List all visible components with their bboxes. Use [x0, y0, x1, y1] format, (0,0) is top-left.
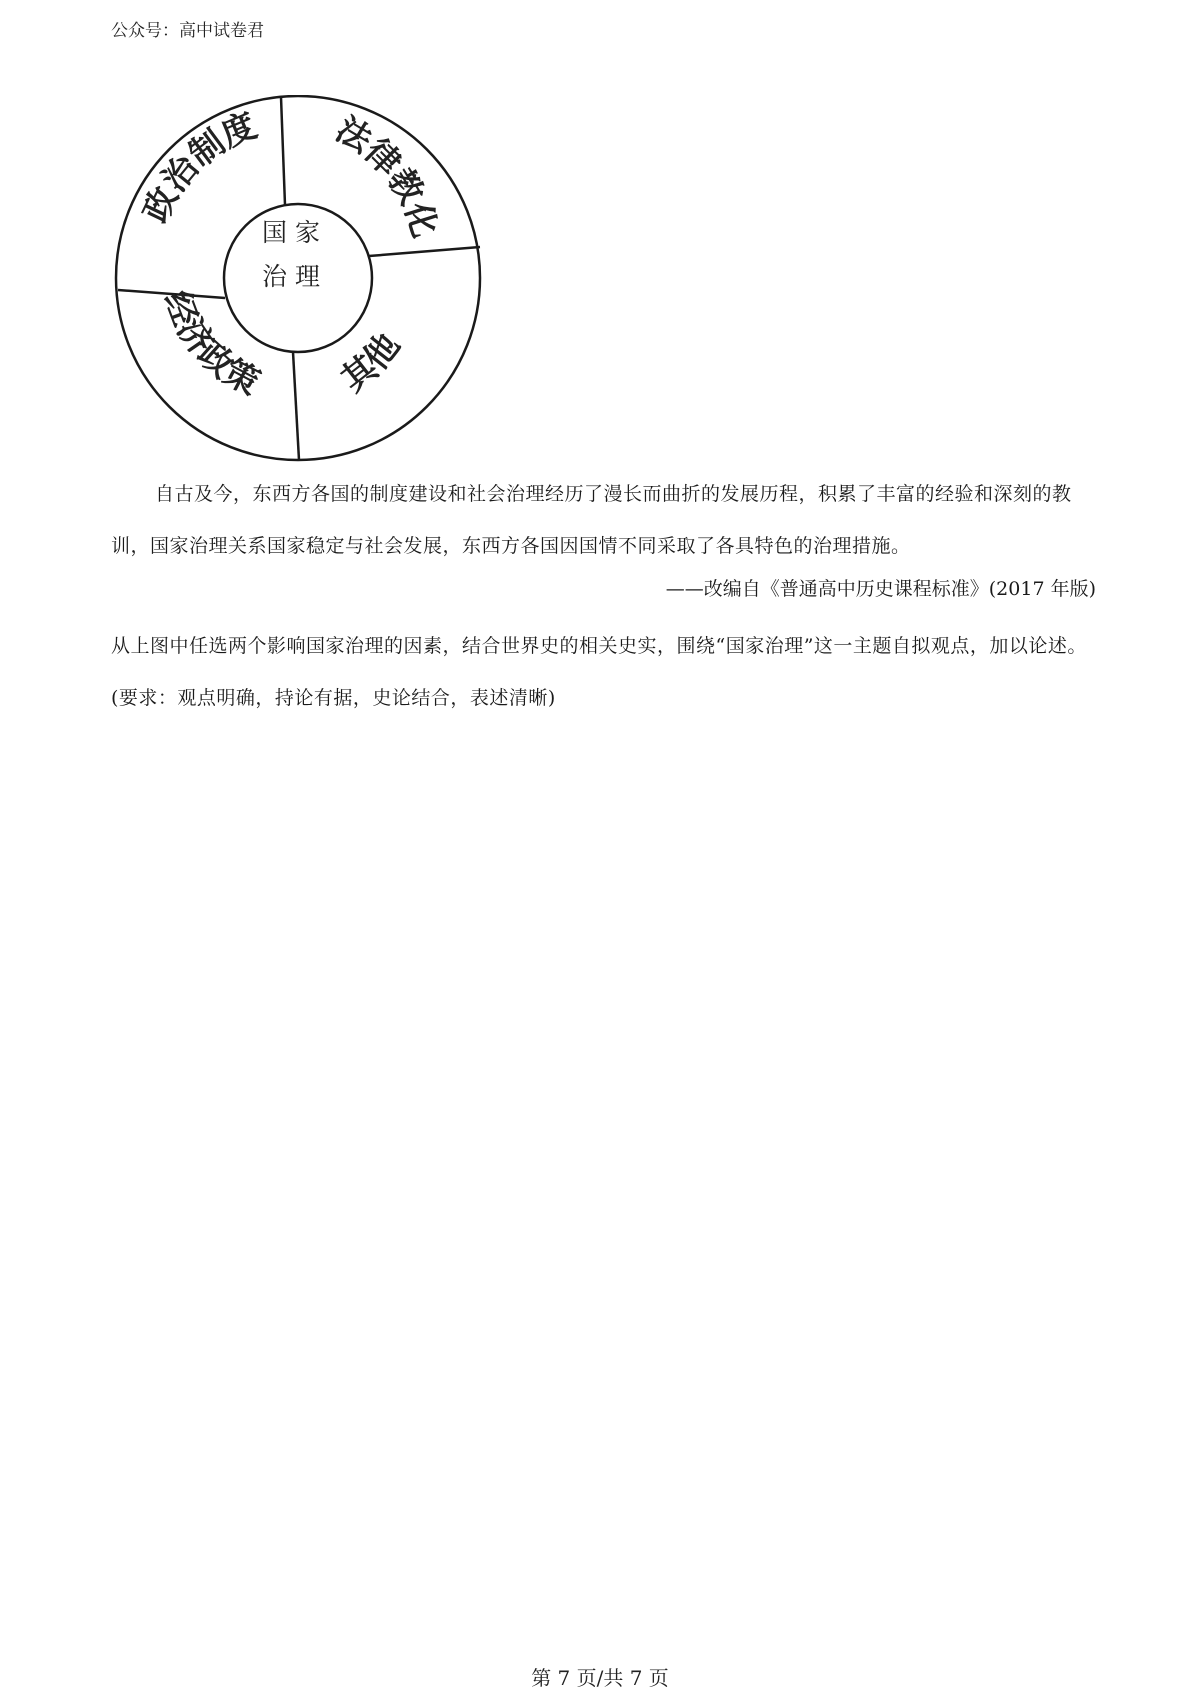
material-source: ——改编自《普通高中历史课程标准》(2017 年版): [665, 578, 1096, 600]
center-label-line1: 国 家: [262, 218, 320, 247]
divider-bottom: [293, 352, 299, 460]
question-text: 从上图中任选两个影响国家治理的因素，结合世界史的相关史实，围绕“国家治理”这一主题自拟观点，加以论述。(要求：观点明确，持论有据，史论结合，表述清晰): [111, 635, 1087, 709]
segment-legal-education: 法律教化: [328, 109, 445, 243]
segment-economic-policy: 经济政策: [155, 285, 266, 404]
national-governance-diagram: [113, 95, 483, 465]
divider-right: [369, 247, 480, 256]
page-header: 公众号：高中试卷君: [111, 21, 264, 41]
segment-political-system: 政治制度: [135, 105, 263, 229]
material-paragraph: 自古及今，东西方各国的制度建设和社会治理经历了漫长而曲折的发展历程，积累了丰富的经验和深刻的教训，国家治理关系国家稳定与社会发展，东西方各国因国情不同采取了各具特色的治理措施。: [111, 483, 1072, 557]
page-number: 第 7 页/共 7 页: [531, 1666, 669, 1690]
segment-other: 其他: [334, 326, 409, 401]
divider-top: [281, 97, 285, 205]
center-label-line2: 治 理: [262, 262, 320, 291]
